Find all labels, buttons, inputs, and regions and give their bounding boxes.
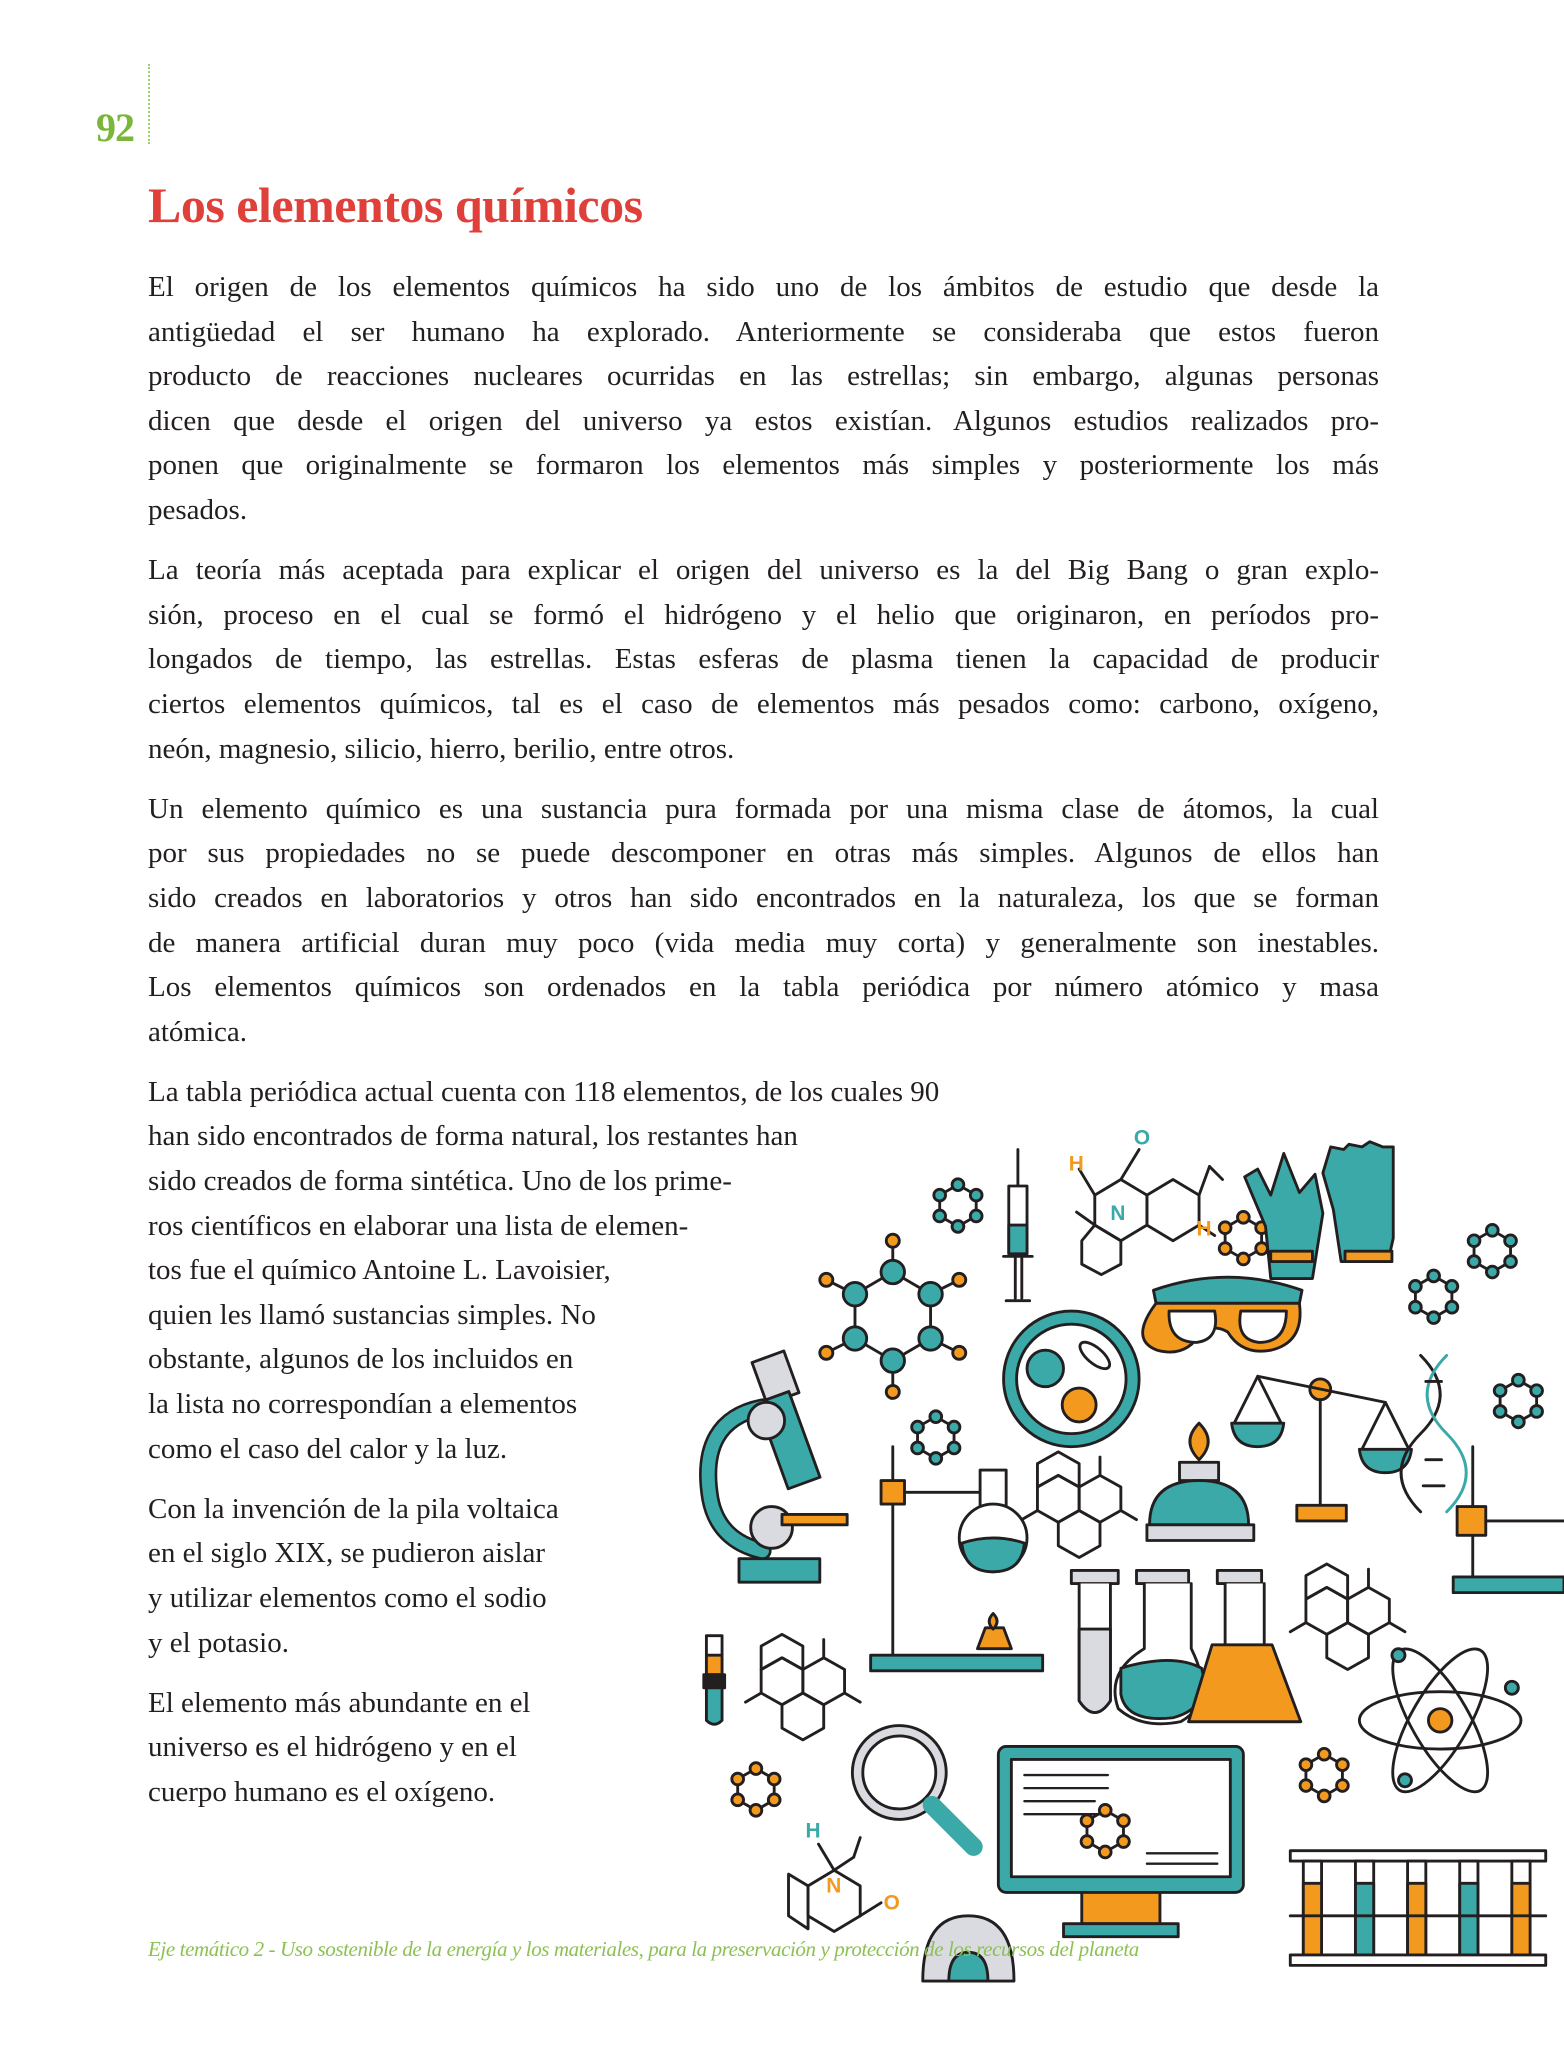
text-line: antigüedad el ser humano ha explorado. Anteriormente se consideraba que estos fueron bbox=[148, 315, 1379, 348]
molecule-ring-icon bbox=[1494, 1374, 1542, 1427]
computer-monitor-icon bbox=[998, 1746, 1243, 1936]
dna-icon bbox=[1401, 1355, 1466, 1511]
text-line: producto de reacciones nucleares ocurridas en las estrellas; sin embargo, algunas personas bbox=[148, 360, 1379, 393]
text-line: Con la invención de la pila voltaica bbox=[148, 1492, 559, 1525]
flasks-and-test-tubes-icon bbox=[1071, 1570, 1300, 1723]
hydrogen-label: H bbox=[1068, 1152, 1084, 1176]
petri-dish-icon bbox=[1004, 1311, 1140, 1447]
atom-icon bbox=[1359, 1636, 1521, 1805]
molecule-ring-icon bbox=[1219, 1211, 1267, 1264]
text-line: cuerpo humano es el oxígeno. bbox=[148, 1775, 496, 1808]
pyridone-molecule-icon bbox=[789, 1820, 900, 1932]
text-line: atómica. bbox=[148, 1015, 248, 1048]
text-line: pesados. bbox=[148, 493, 248, 526]
molecule-ring-icon bbox=[1410, 1270, 1458, 1323]
text-line: y utilizar elementos como el sodio bbox=[148, 1582, 547, 1614]
balance-scale-icon bbox=[1232, 1376, 1412, 1521]
text-line: sido creados en laboratorios y otros han sido encontrados en la naturaleza, los que se forman bbox=[148, 881, 1379, 914]
molecule-ring-icon bbox=[732, 1763, 780, 1816]
text-line: El origen de los elementos químicos ha sido uno de los ámbitos de estudio que desde la bbox=[148, 271, 1379, 303]
text-line: tos fue el químico Antoine L. Lavoisier, bbox=[148, 1254, 611, 1287]
nitrogen-label: N bbox=[1110, 1201, 1126, 1225]
safety-goggles-icon bbox=[1143, 1277, 1302, 1352]
lab-stand-with-flask-icon bbox=[871, 1447, 1043, 1671]
text-line: Los elementos químicos son ordenados en la tabla periódica por número atómico y masa bbox=[148, 971, 1379, 1004]
text-line: La teoría más aceptada para explicar el origen del universo es la del Big Bang o gran explo- bbox=[148, 554, 1379, 587]
page-number: 92 bbox=[96, 105, 134, 150]
gloves-icon bbox=[1245, 1142, 1394, 1279]
text-line: como el caso del calor y la luz. bbox=[148, 1432, 508, 1465]
footer-text: Eje temático 2 - Uso sostenible de la energía y los materiales, para la preservación y protección de los recursos del planeta bbox=[148, 1937, 1139, 1961]
text-line: El elemento más abundante en el bbox=[148, 1686, 531, 1719]
text-line: en el siglo XIX, se pudieron aislar bbox=[148, 1537, 546, 1570]
alkaloid-molecule-icon bbox=[1069, 1126, 1223, 1274]
nitrogen-label: N bbox=[826, 1874, 842, 1898]
hydrogen-label: H bbox=[805, 1819, 821, 1843]
text-line: Un elemento químico es una sustancia pura formada por una misma clase de átomos, la cual bbox=[148, 792, 1379, 825]
microscope-icon bbox=[708, 1351, 847, 1582]
pipette-icon bbox=[704, 1636, 725, 1725]
text-line: sión, proceso en el cual se formó el hidrógeno y el helio que originaron, en períodos pro- bbox=[148, 598, 1379, 631]
text-line: ciertos elementos químicos, tal es el caso de elementos más pesados como: carbono, oxígeno, bbox=[148, 687, 1379, 720]
text-line: obstante, algunos de los incluidos en bbox=[148, 1343, 574, 1376]
polycyclic-molecule-icon bbox=[1022, 1452, 1137, 1558]
hydrogen-label: H bbox=[1196, 1217, 1212, 1241]
molecule-ring-icon bbox=[912, 1411, 960, 1464]
polycyclic-molecule-icon bbox=[1290, 1564, 1405, 1670]
benzene-molecule-icon bbox=[820, 1234, 966, 1398]
text-line: y el potasio. bbox=[148, 1626, 289, 1659]
molecule-ring-icon bbox=[934, 1179, 982, 1232]
test-tube-rack-icon bbox=[1290, 1851, 1545, 1966]
polycyclic-molecule-icon bbox=[746, 1634, 861, 1740]
text-line: ros científicos en elaborar una lista de elemen- bbox=[148, 1209, 689, 1242]
oxygen-label: O bbox=[883, 1891, 900, 1915]
molecule-ring-icon bbox=[1468, 1224, 1516, 1277]
text-line: la lista no correspondían a elementos bbox=[148, 1388, 578, 1421]
text-line: neón, magnesio, silicio, hierro, berilio, entre otros. bbox=[148, 732, 735, 765]
text-line: longados de tiempo, las estrellas. Estas esferas de plasma tienen la capacidad de producir bbox=[148, 643, 1379, 676]
clamp-stand-icon bbox=[1453, 1447, 1564, 1593]
text-line: quien les llamó sustancias simples. No bbox=[148, 1298, 596, 1331]
text-line: por sus propiedades no se puede descomponer en otras más simples. Algunos de ellos han bbox=[148, 837, 1379, 870]
text-line: La tabla periódica actual cuenta con 118 elementos, de los cuales 90 bbox=[148, 1075, 940, 1108]
text-line: han sido encontrados de forma natural, los restantes han bbox=[148, 1120, 798, 1153]
syringe-icon bbox=[1004, 1150, 1033, 1301]
molecule-ring-icon bbox=[1300, 1748, 1348, 1801]
page-title: Los elementos químicos bbox=[148, 177, 643, 233]
text-line: dicen que desde el origen del universo ya estos existían. Algunos estudios realizados pro- bbox=[148, 404, 1379, 437]
text-line: ponen que originalmente se formaron los elementos más simples y posteriormente los más bbox=[148, 449, 1379, 482]
text-line: de manera artificial duran muy poco (vida media muy corta) y generalmente son inestables. bbox=[148, 926, 1379, 959]
text-line: universo es el hidrógeno y en el bbox=[148, 1731, 517, 1764]
magnifying-glass-icon bbox=[852, 1726, 973, 1847]
text-line: sido creados de forma sintética. Uno de los prime- bbox=[148, 1165, 732, 1198]
oxygen-label: O bbox=[1133, 1126, 1151, 1150]
